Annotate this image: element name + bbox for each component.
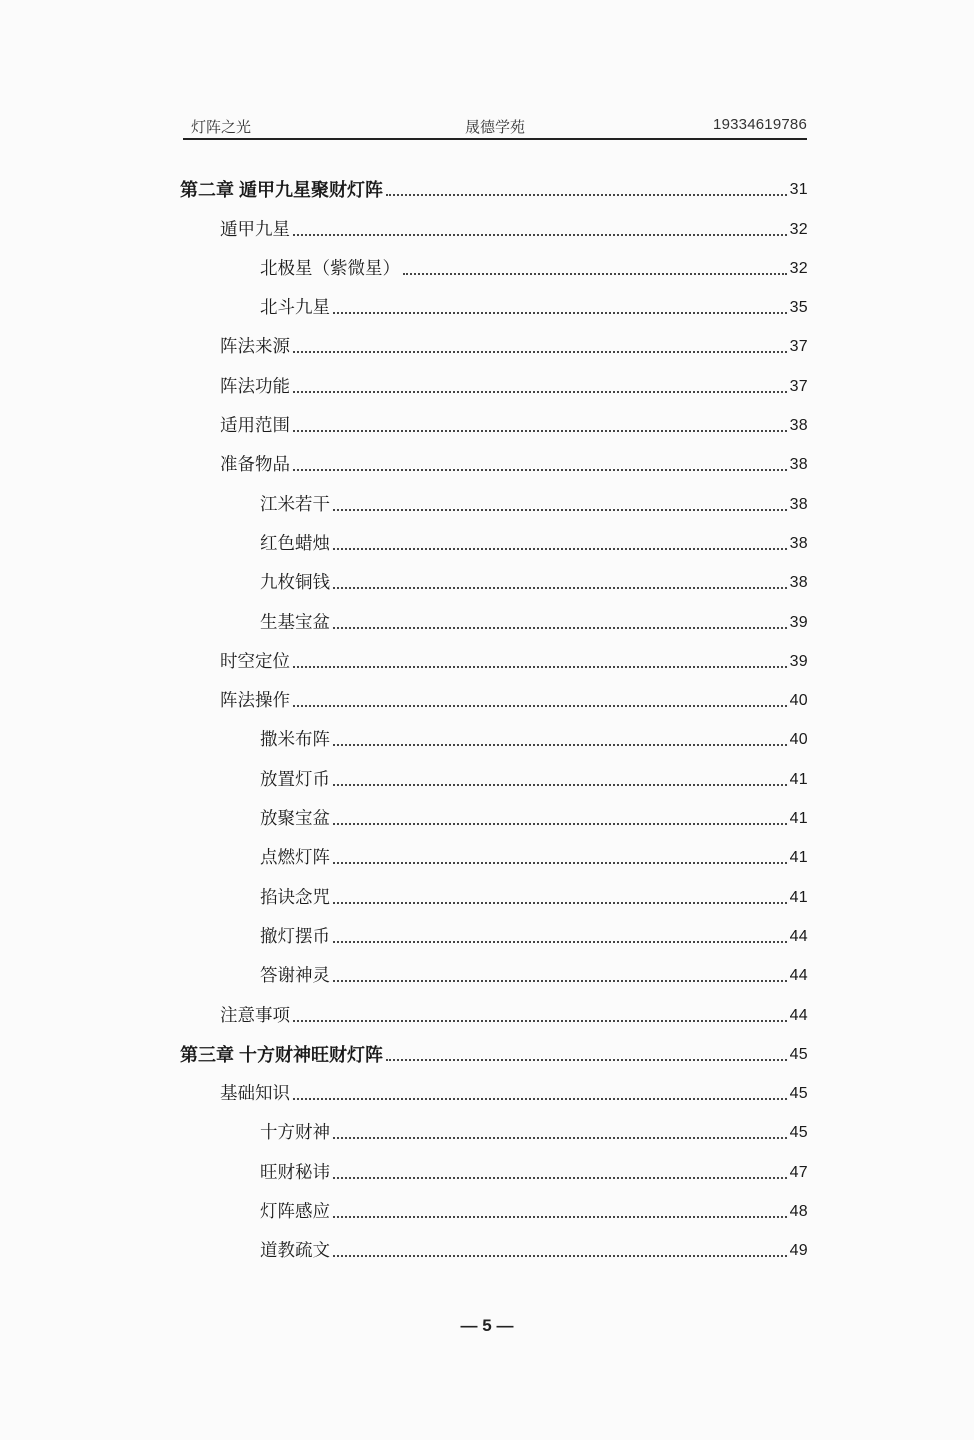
toc-entry-title: 江米若干 [260, 494, 330, 515]
toc-dot-leader [333, 548, 787, 550]
toc-dot-leader [333, 744, 787, 746]
toc-dot-leader [333, 587, 787, 589]
table-of-contents [180, 163, 808, 1263]
toc-dot-leader [333, 509, 787, 511]
toc-entry-page: 41 [789, 810, 808, 828]
toc-dot-leader [293, 1098, 787, 1100]
toc-entry-page: 39 [789, 613, 808, 631]
toc-subsection-entry [180, 281, 808, 320]
toc-entry-page: 41 [789, 888, 808, 906]
toc-subsection-entry [180, 242, 808, 281]
toc-entry-title: 九枚铜钱 [260, 573, 330, 594]
toc-entry-title: 点燃灯阵 [260, 848, 330, 869]
toc-section-entry [180, 635, 808, 674]
toc-entry-page: 32 [789, 220, 808, 238]
toc-subsection-entry [180, 870, 808, 909]
toc-entry-title: 阵法操作 [220, 691, 290, 712]
toc-entry-page: 48 [789, 1203, 808, 1221]
toc-dot-leader [333, 1216, 787, 1218]
toc-entry-title: 阵法来源 [220, 337, 290, 358]
toc-entry-title: 准备物品 [220, 455, 290, 476]
toc-entry-title: 生基宝盆 [260, 612, 330, 633]
toc-dot-leader [333, 1177, 787, 1179]
toc-entry-title: 红色蜡烛 [260, 533, 330, 554]
toc-subsection-entry [180, 595, 808, 634]
toc-section-entry [180, 674, 808, 713]
toc-entry-page: 39 [789, 652, 808, 670]
toc-entry-title: 掐诀念咒 [260, 887, 330, 908]
toc-subsection-entry [180, 1145, 808, 1184]
toc-entry-page: 40 [789, 731, 808, 749]
toc-dot-leader [386, 194, 787, 196]
toc-entry-page: 40 [789, 692, 808, 710]
toc-entry-page: 44 [789, 927, 808, 945]
toc-subsection-entry [180, 910, 808, 949]
toc-entry-page: 41 [789, 849, 808, 867]
toc-dot-leader [293, 666, 787, 668]
toc-subsection-entry [180, 1185, 808, 1224]
toc-entry-title: 北极星（紫微星） [260, 258, 400, 279]
toc-section-entry [180, 988, 808, 1027]
toc-dot-leader [293, 351, 787, 353]
toc-dot-leader [293, 705, 787, 707]
toc-entry-title: 基础知识 [220, 1084, 290, 1105]
toc-subsection-entry [180, 831, 808, 870]
toc-dot-leader [293, 391, 787, 393]
toc-entry-page: 45 [789, 1045, 808, 1063]
toc-entry-title: 道教疏文 [260, 1241, 330, 1262]
page-number: — 5 — [460, 1316, 514, 1335]
toc-entry-title: 时空定位 [220, 651, 290, 672]
toc-dot-leader [333, 1137, 787, 1139]
toc-dot-leader [333, 784, 787, 786]
toc-entry-page: 31 [789, 181, 808, 199]
toc-entry-page: 38 [789, 417, 808, 435]
toc-dot-leader [333, 980, 787, 982]
header-publisher: 晟德学苑 [464, 119, 525, 136]
toc-entry-title: 第三章 十方财神旺财灯阵 [180, 1044, 383, 1065]
toc-dot-leader [293, 234, 787, 236]
toc-entry-title: 第二章 遁甲九星聚财灯阵 [180, 180, 383, 201]
toc-dot-leader [333, 1255, 787, 1257]
toc-chapter-entry [180, 163, 808, 202]
toc-section-entry [180, 359, 808, 398]
toc-entry-title: 放置灯币 [260, 769, 330, 790]
toc-entry-page: 44 [789, 967, 808, 985]
toc-section-entry [180, 399, 808, 438]
toc-section-entry [180, 1067, 808, 1106]
running-header [183, 112, 807, 140]
toc-entry-page: 35 [789, 299, 808, 317]
toc-entry-title: 撒米布阵 [260, 730, 330, 751]
toc-subsection-entry [180, 477, 808, 516]
toc-dot-leader [403, 273, 787, 275]
toc-entry-title: 北斗九星 [260, 298, 330, 319]
toc-entry-page: 38 [789, 495, 808, 513]
toc-entry-page: 49 [789, 1242, 808, 1260]
toc-entry-page: 37 [789, 338, 808, 356]
toc-dot-leader [293, 469, 787, 471]
toc-dot-leader [386, 1059, 787, 1061]
toc-entry-title: 放聚宝盆 [260, 809, 330, 830]
toc-dot-leader [333, 312, 787, 314]
toc-entry-page: 38 [789, 534, 808, 552]
toc-chapter-entry [180, 1028, 808, 1067]
toc-entry-title: 答谢神灵 [260, 966, 330, 987]
toc-entry-title: 灯阵感应 [260, 1202, 330, 1223]
toc-entry-page: 38 [789, 574, 808, 592]
toc-subsection-entry [180, 713, 808, 752]
toc-subsection-entry [180, 1224, 808, 1263]
toc-subsection-entry [180, 792, 808, 831]
toc-section-entry [180, 320, 808, 359]
toc-entry-page: 37 [789, 377, 808, 395]
toc-dot-leader [293, 430, 787, 432]
toc-subsection-entry [180, 556, 808, 595]
toc-entry-title: 阵法功能 [220, 376, 290, 397]
toc-entry-title: 撤灯摆币 [260, 926, 330, 947]
toc-dot-leader [333, 862, 787, 864]
header-phone: 19334619786 [713, 116, 807, 133]
toc-entry-title: 适用范围 [220, 416, 290, 437]
toc-entry-page: 45 [789, 1124, 808, 1142]
toc-entry-page: 44 [789, 1006, 808, 1024]
toc-entry-title: 遁甲九星 [220, 219, 290, 240]
toc-entry-title: 旺财秘讳 [260, 1162, 330, 1183]
toc-entry-title: 注意事项 [220, 1005, 290, 1026]
toc-entry-page: 38 [789, 456, 808, 474]
toc-subsection-entry [180, 752, 808, 791]
toc-subsection-entry [180, 517, 808, 556]
toc-entry-page: 47 [789, 1163, 808, 1181]
toc-dot-leader [293, 1020, 787, 1022]
toc-entry-page: 45 [789, 1085, 808, 1103]
toc-entry-page: 41 [789, 770, 808, 788]
toc-section-entry [180, 438, 808, 477]
toc-section-entry [180, 202, 808, 241]
toc-subsection-entry [180, 1106, 808, 1145]
toc-entry-title: 十方财神 [260, 1123, 330, 1144]
toc-dot-leader [333, 823, 787, 825]
toc-subsection-entry [180, 949, 808, 988]
toc-entry-page: 32 [789, 259, 808, 277]
toc-dot-leader [333, 902, 787, 904]
toc-dot-leader [333, 941, 787, 943]
header-book-title: 灯阵之光 [191, 119, 252, 136]
toc-dot-leader [333, 627, 787, 629]
